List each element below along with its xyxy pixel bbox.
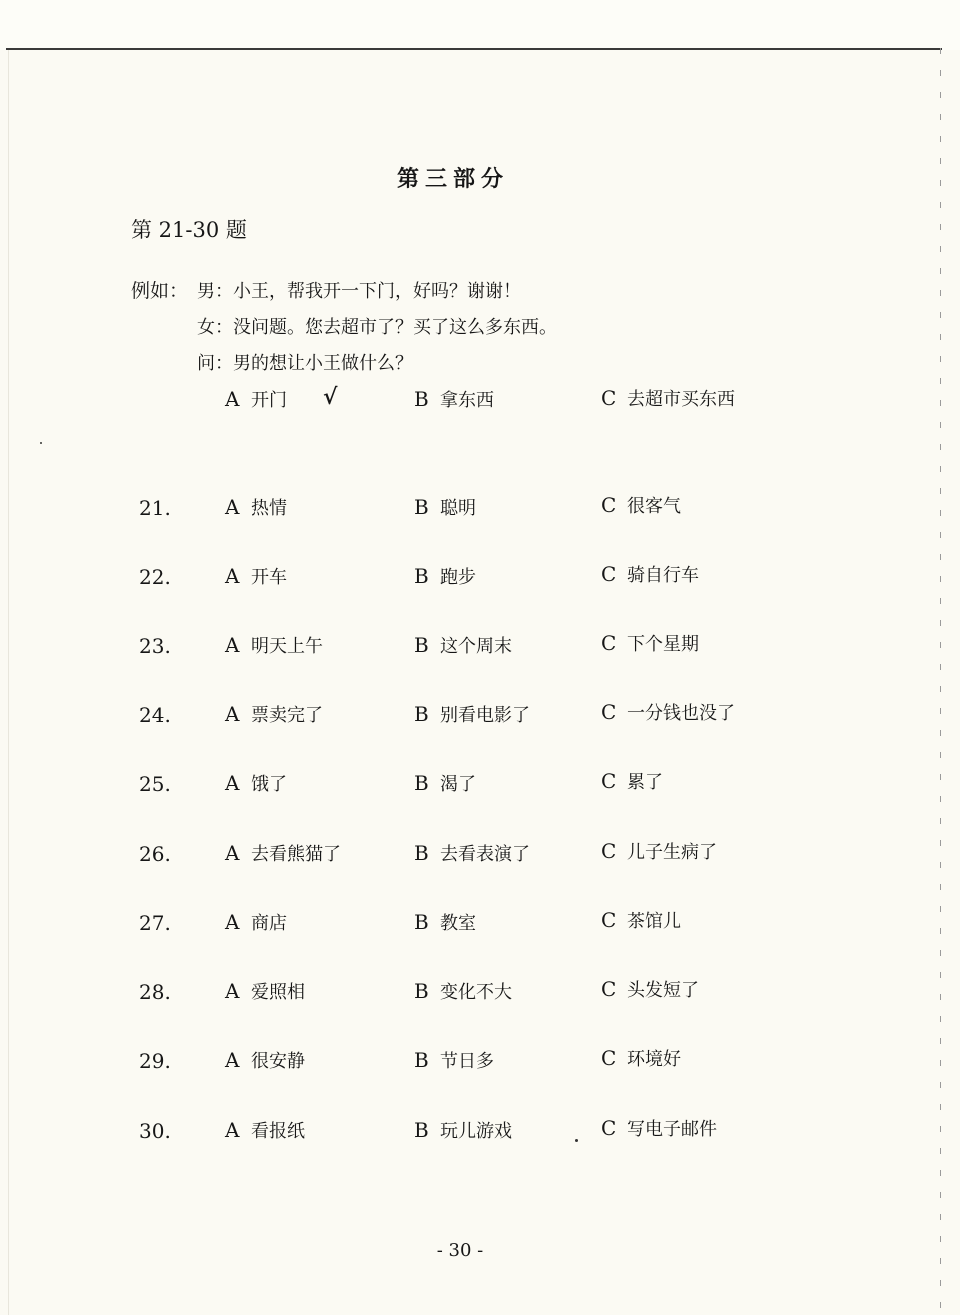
option-text: 玩儿游戏: [440, 1121, 512, 1142]
option-text: 一分钱也没了: [627, 703, 735, 724]
option-letter: A: [225, 387, 240, 411]
question-24-option-c: [601, 699, 735, 725]
option-text: 爱照相: [251, 982, 305, 1003]
question-29-option-c: [601, 1045, 681, 1071]
option-text: 儿子生病了: [627, 842, 717, 863]
option-text: 拿东西: [440, 390, 494, 411]
option-letter: C: [601, 700, 617, 724]
option-letter: C: [601, 977, 617, 1001]
example-question: 问：男的想让小王做什么？: [197, 353, 413, 374]
question-27-option-c: [601, 907, 681, 933]
question-number: 25.: [139, 772, 171, 796]
option-text: 去超市买东西: [627, 389, 735, 410]
option-text: 环境好: [627, 1049, 681, 1070]
question-27-option-b: [414, 909, 476, 935]
question-28-option-c: [601, 976, 699, 1002]
option-text: 饿了: [251, 774, 287, 795]
question-29-option-b: [414, 1047, 494, 1073]
option-text: 票卖完了: [251, 705, 323, 726]
option-text: 看报纸: [251, 1121, 305, 1142]
option-letter: C: [601, 839, 617, 863]
question-25-option-c: [601, 768, 663, 794]
option-letter: A: [225, 564, 240, 588]
question-30-option-b: [414, 1117, 512, 1143]
option-letter: A: [225, 771, 240, 795]
option-letter: A: [225, 1048, 240, 1072]
question-30-option-c: [601, 1115, 717, 1141]
option-text: 茶馆儿: [627, 911, 681, 932]
page-right-edge: [940, 48, 941, 1315]
question-21-option-a: [225, 494, 287, 520]
option-letter: A: [225, 910, 240, 934]
example-option-a: [225, 386, 287, 412]
example-option-b: [414, 386, 494, 412]
question-30-option-a: [225, 1117, 305, 1143]
option-text: 去看熊猫了: [251, 844, 341, 865]
option-letter: A: [225, 702, 240, 726]
option-letter: B: [414, 1118, 429, 1142]
question-range-label: 第 21-30 题: [131, 218, 247, 242]
option-letter: B: [414, 387, 429, 411]
question-23-option-a: [225, 632, 323, 658]
example-label: 例如：: [131, 280, 189, 302]
question-21-option-c: [601, 492, 681, 518]
question-26-option-a: [225, 840, 341, 866]
question-22-option-a: [225, 563, 287, 589]
option-letter: A: [225, 633, 240, 657]
question-24-option-b: [414, 701, 530, 727]
option-letter: C: [601, 1046, 617, 1070]
option-text: 商店: [251, 913, 287, 934]
option-letter: B: [414, 702, 429, 726]
option-letter: B: [414, 979, 429, 1003]
question-number: 22.: [139, 565, 171, 589]
example-dialog-man: 男：小王，帮我开一下门，好吗？谢谢！: [197, 281, 521, 302]
option-letter: B: [414, 1048, 429, 1072]
option-text: 下个星期: [627, 634, 699, 655]
option-text: 写电子邮件: [627, 1119, 717, 1140]
option-letter: C: [601, 908, 617, 932]
option-letter: C: [601, 386, 617, 410]
question-22-option-b: [414, 563, 476, 589]
scan-speck: [575, 1139, 578, 1142]
question-number: 29.: [139, 1049, 171, 1073]
option-text: 聪明: [440, 498, 476, 519]
option-letter: B: [414, 771, 429, 795]
option-text: 这个周末: [440, 636, 512, 657]
option-letter: C: [601, 769, 617, 793]
question-number: 28.: [139, 980, 171, 1004]
option-text: 开门: [251, 390, 287, 411]
option-letter: B: [414, 841, 429, 865]
scan-speck: [40, 442, 42, 444]
option-text: 明天上午: [251, 636, 323, 657]
question-27-option-a: [225, 909, 287, 935]
option-text: 跑步: [440, 567, 476, 588]
option-text: 很客气: [627, 496, 681, 517]
question-22-option-c: [601, 561, 699, 587]
option-letter: C: [601, 562, 617, 586]
question-number: 27.: [139, 911, 171, 935]
option-text: 头发短了: [627, 980, 699, 1001]
question-number: 21.: [139, 496, 171, 520]
question-26-option-c: [601, 838, 717, 864]
question-25-option-b: [414, 770, 476, 796]
option-text: 很安静: [251, 1051, 305, 1072]
question-23-option-c: [601, 630, 699, 656]
question-number: 26.: [139, 842, 171, 866]
option-text: 开车: [251, 567, 287, 588]
question-29-option-a: [225, 1047, 305, 1073]
question-number: 24.: [139, 703, 171, 727]
option-text: 去看表演了: [440, 844, 530, 865]
example-option-c: [601, 385, 735, 411]
question-21-option-b: [414, 494, 476, 520]
page-number: - 30 -: [436, 1240, 484, 1261]
question-23-option-b: [414, 632, 512, 658]
option-text: 骑自行车: [627, 565, 699, 586]
question-26-option-b: [414, 840, 530, 866]
option-letter: A: [225, 979, 240, 1003]
option-text: 累了: [627, 772, 663, 793]
option-letter: B: [414, 633, 429, 657]
option-text: 渴了: [440, 774, 476, 795]
option-letter: C: [601, 631, 617, 655]
option-letter: C: [601, 1116, 617, 1140]
option-text: 别看电影了: [440, 705, 530, 726]
option-text: 热情: [251, 498, 287, 519]
option-letter: A: [225, 841, 240, 865]
question-25-option-a: [225, 770, 287, 796]
option-letter: B: [414, 564, 429, 588]
option-letter: A: [225, 495, 240, 519]
question-24-option-a: [225, 701, 323, 727]
example-dialog-woman: 女：没问题。您去超市了？买了这么多东西。: [197, 317, 557, 338]
question-28-option-a: [225, 978, 305, 1004]
question-number: 23.: [139, 634, 171, 658]
option-text: 节日多: [440, 1051, 494, 1072]
option-letter: B: [414, 910, 429, 934]
option-letter: C: [601, 493, 617, 517]
section-title: 第三部分: [396, 166, 509, 192]
page-top-edge: [6, 48, 942, 50]
option-letter: A: [225, 1118, 240, 1142]
scan-top-margin: [0, 0, 960, 50]
question-28-option-b: [414, 978, 512, 1004]
checkmark-icon: √: [323, 384, 338, 410]
option-text: 变化不大: [440, 982, 512, 1003]
page-left-edge: [8, 50, 9, 1315]
option-text: 教室: [440, 913, 476, 934]
question-number: 30.: [139, 1119, 171, 1143]
option-letter: B: [414, 495, 429, 519]
